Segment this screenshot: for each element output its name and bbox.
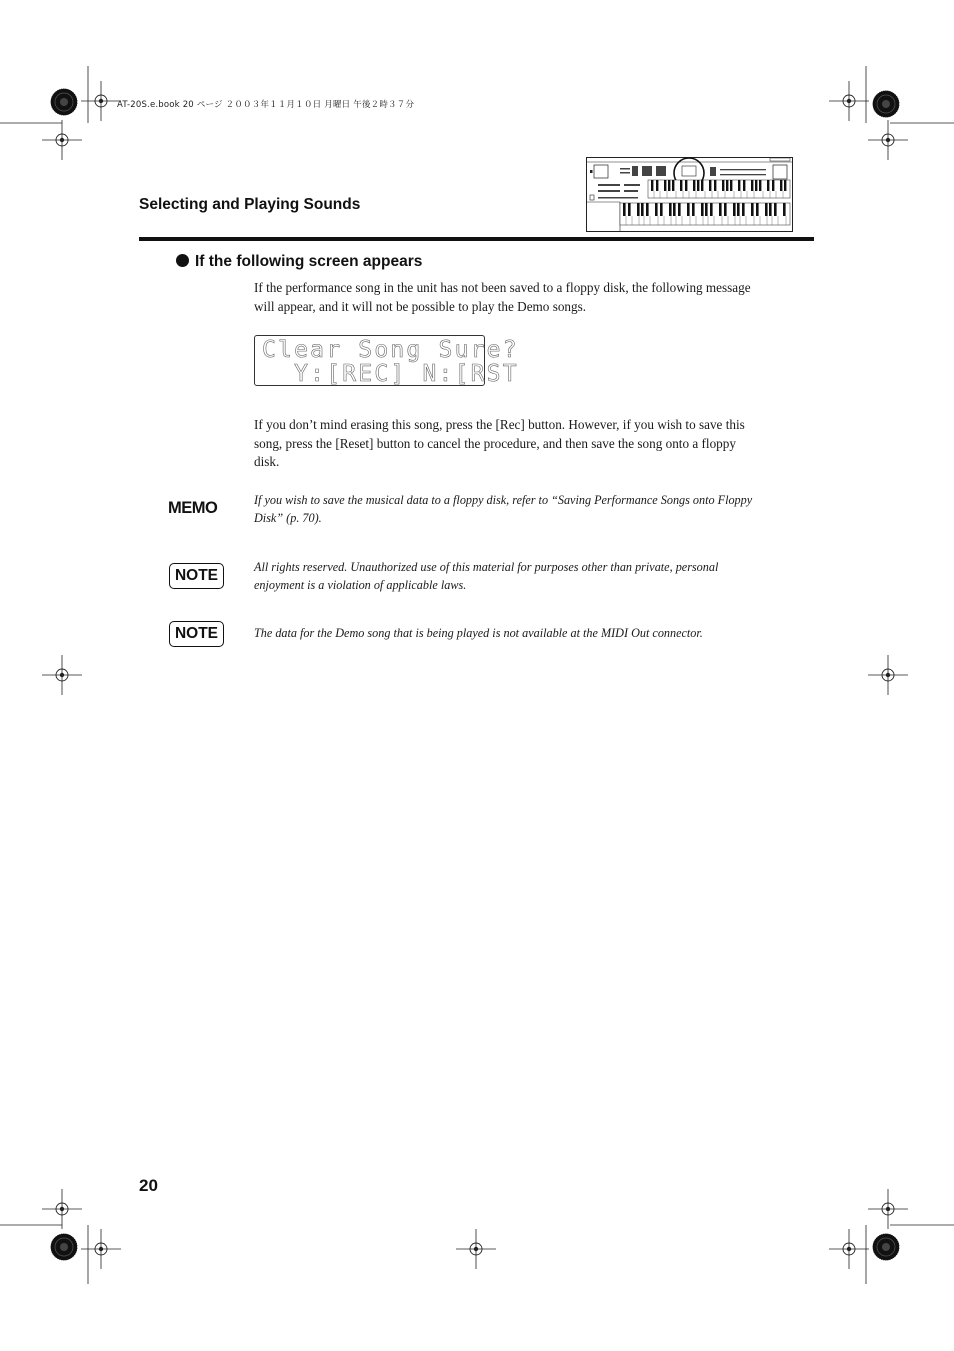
section-rule [139, 237, 814, 241]
subheading [176, 253, 422, 271]
note-icon: NOTE [169, 563, 224, 589]
print-header: AT-20S.e.book 20 ページ ２００３年１１月１０日 月曜日 午後２時３７分 [117, 100, 415, 110]
page-number: 20 [139, 1176, 158, 1195]
crop-mark-icon [0, 66, 954, 1284]
section-title: Selecting and Playing Sounds [139, 196, 361, 213]
memo-icon: MEMO [168, 499, 218, 517]
intro-paragraph: If the performance song in the unit has not been saved to a floppy disk, the following message will appear, and it will not be possible to play the Demo songs. [254, 280, 751, 314]
subheading-text: If the following screen appears [195, 253, 423, 270]
memo-text: If you wish to save the musical data to a floppy disk, refer to “Saving Performance Songs onto Floppy Disk” (p. 70). [254, 493, 753, 525]
organ-panel-icon [586, 155, 794, 234]
lcd-line-2: Y:[REC] N:[RST [262, 361, 519, 387]
note-icon: NOTE [169, 621, 224, 647]
note-text-2: The data for the Demo song that is being played is not available at the MIDI Out connector. [254, 626, 703, 640]
note-text-1: All rights reserved. Unauthorized use of this material for purposes other than private, personal enjoyment is a violation of applicable laws. [254, 560, 719, 592]
registration-mark-icon [42, 81, 908, 1269]
lcd-line-1: Clear Song Sure? [262, 337, 519, 363]
bullet-icon [176, 254, 189, 267]
lcd-display [254, 335, 519, 387]
instruction-paragraph: If you don’t mind erasing this song, press the [Rec] button. However, if you wish to save this song, press the [Reset] button to cancel the procedure, and then save the song onto a floppy disk. [254, 417, 745, 470]
